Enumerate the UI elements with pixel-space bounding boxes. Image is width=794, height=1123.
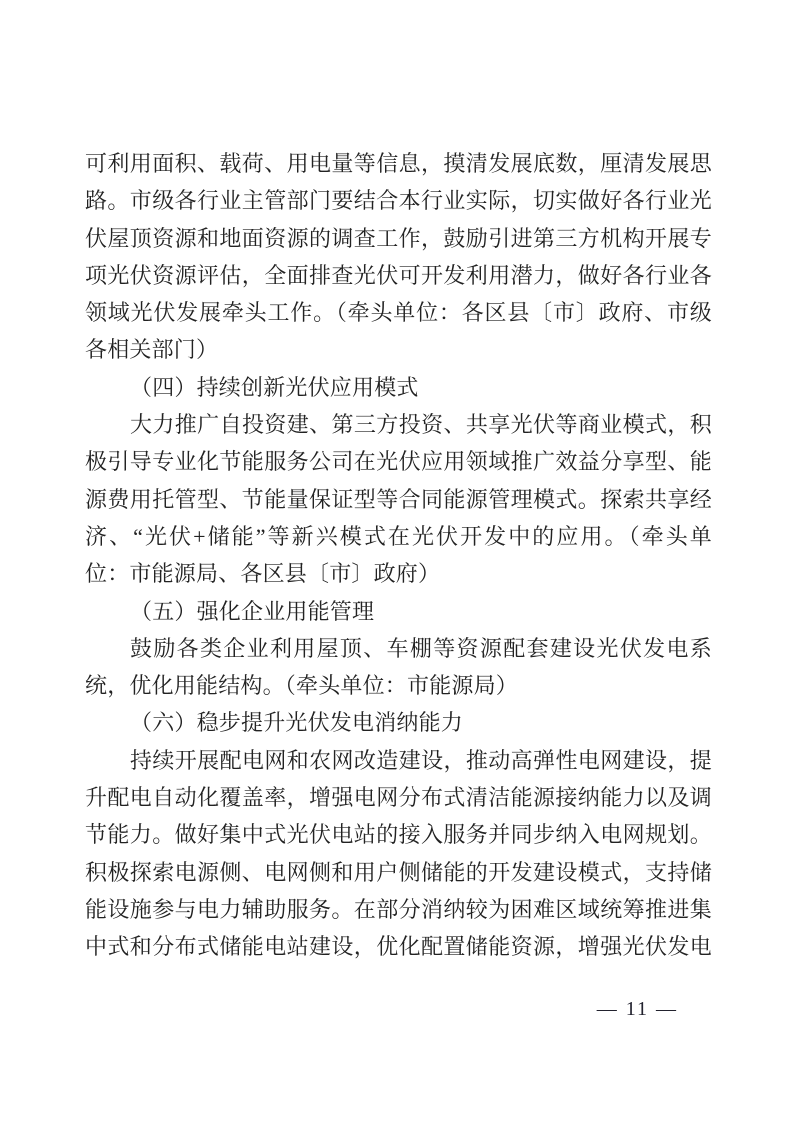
body-text-line: 极引导专业化节能服务公司在光伏应用领域推广效益分享型、能	[85, 449, 712, 475]
document-body	[85, 145, 712, 966]
body-text-line: 各相关部门）	[85, 337, 219, 363]
page-number: — 11 —	[596, 998, 678, 1020]
body-text-line: 大力推广自投资建、第三方投资、共享光伏等商业模式，积	[130, 412, 712, 438]
body-text-line: 项光伏资源评估，全面排查光伏可开发利用潜力，做好各行业各	[85, 262, 712, 288]
body-text-line: 可利用面积、载荷、用电量等信息，摸清发展底数，厘清发展思	[85, 151, 712, 176]
body-text-line: 中式和分布式储能电站建设，优化配置储能资源，增强光伏发电	[85, 934, 712, 960]
body-text-line: 积极探索电源侧、电网侧和用户侧储能的开发建设模式，支持储	[85, 859, 712, 885]
body-text-line: 鼓励各类企业利用屋顶、车棚等资源配套建设光伏发电系	[130, 635, 712, 661]
section-heading-line: （六）稳步提升光伏发电消纳能力	[130, 710, 464, 736]
body-text-line: 能设施参与电力辅助服务。在部分消纳较为困难区域统筹推进集	[85, 896, 712, 922]
body-text-line: 源费用托管型、节能量保证型等合同能源管理模式。探索共享经	[85, 486, 712, 512]
body-text-line: 济、“光伏+储能”等新兴模式在光伏开发中的应用。（牵头单	[85, 523, 712, 549]
body-text-line: 节能力。做好集中式光伏电站的接入服务并同步纳入电网规划。	[85, 822, 712, 848]
section-heading-line: （四）持续创新光伏应用模式	[130, 374, 419, 400]
body-text-line: 统，优化用能结构。（牵头单位：市能源局）	[85, 673, 519, 699]
body-text-line: 路。市级各行业主管部门要结合本行业实际，切实做好各行业光	[85, 188, 712, 214]
body-text-line: 伏屋顶资源和地面资源的调查工作，鼓励引进第三方机构开展专	[85, 225, 712, 251]
body-text-line: 升配电自动化覆盖率，增强电网分布式清洁能源接纳能力以及调	[85, 785, 712, 811]
section-heading-line: （五）强化企业用能管理	[130, 598, 375, 624]
body-text-line: 领域光伏发展牵头工作。（牵头单位：各区县〔市〕政府、市级	[85, 300, 712, 326]
body-text-line: 位：市能源局、各区县〔市〕政府）	[85, 561, 441, 587]
body-text-line: 持续开展配电网和农网改造建设，推动高弹性电网建设，提	[130, 747, 712, 773]
